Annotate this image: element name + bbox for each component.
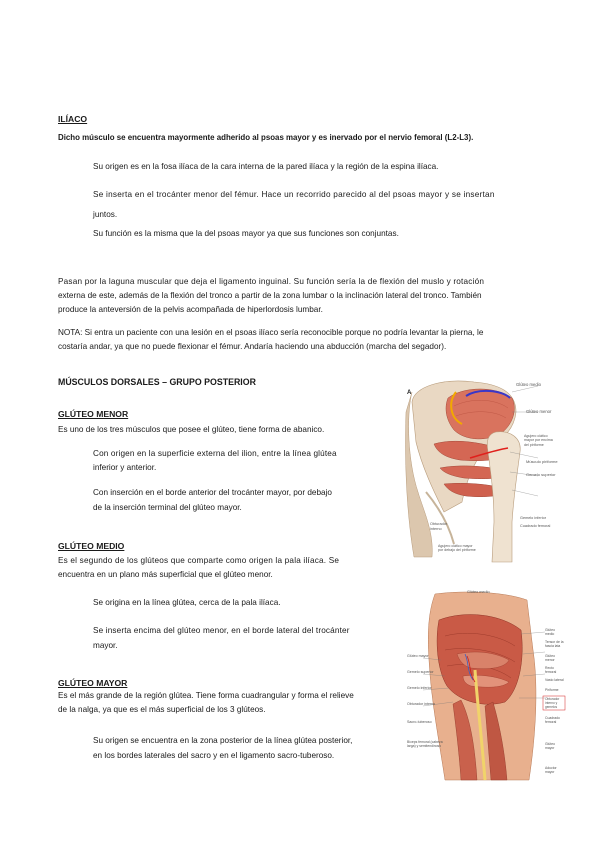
iliaco-para-line-1: Pasan por la laguna muscular que deja el ligamento inguinal. Su función sería la de flexión del muslo y rotación <box>58 277 485 286</box>
iliaco-intro: Dicho músculo se encuentra mayormente adherido al psoas mayor y es inervado por el nervio femoral (L2-L3). <box>58 133 474 142</box>
figure2-label-right-7: Obturador interno y gemelos <box>545 697 560 709</box>
figure2-label-top: Glúteo medio <box>467 590 490 594</box>
figure1-label-gemelo-superior: Gemelo superior <box>526 472 556 477</box>
gluteo-mayor-heading: GLÚTEO MAYOR <box>58 678 128 688</box>
figure1-label-gemelo-inferior: Gemelo inferior <box>520 516 546 520</box>
figure2-label-right-4: Recto femoral <box>545 666 557 675</box>
iliaco-item-origin: Su origen es en la fosa ilíaca de la cara interna de la pared ilíaca y la región de la espina ilíaca. <box>93 162 439 171</box>
figure2-label-right-9: Glúteo mayor <box>545 742 555 751</box>
gluteo-mayor-intro-1: Es el más grande de la región glútea. Tiene forma cuadrangular y forma el relieve <box>58 691 354 700</box>
figure2-label-right-3: Glúteo menor <box>545 654 555 663</box>
figure2-label-left-1: Glúteo mayor <box>407 654 429 658</box>
gluteo-medio-intro-2: encuentra en un plano más superficial que el glúteo menor. <box>58 570 273 579</box>
figure2-label-left-6: Bíceps femoral (cabeza larga) y semitendinoso <box>407 740 443 749</box>
figure2-label-right-5: Vasto lateral <box>545 678 564 682</box>
figure-deep-gluteal-illustration <box>404 372 554 562</box>
gluteo-medio-intro-1: Es el segundo de los glúteos que comparte como origen la pala ilíaca. Se <box>58 556 340 565</box>
gluteo-menor-item-1: Con origen en la superficie externa del ilion, entre la línea glútea <box>93 449 337 458</box>
gluteo-medio-item-2: Se inserta encima del glúteo menor, en el borde lateral del trocánter <box>93 626 350 635</box>
figure2-label-left-4: Obturador interno <box>407 702 436 706</box>
nota-line-1: NOTA: Si entra un paciente con una lesión en el psoas ilíaco sería reconocible porque no podría levantar la pierna, le <box>58 328 484 337</box>
figure2-label-right-10: Aductor mayor <box>545 766 557 775</box>
iliaco-item-function: Su función es la misma que la del psoas mayor ya que sus funciones son conjuntas. <box>93 229 399 238</box>
figure1-label-cuadrado-femoral: Cuadrado femoral <box>520 524 551 528</box>
iliaco-item-insertion: Se inserta en el trocánter menor del fémur. Hace un recorrido parecido al del psoas mayor y se insertan <box>93 190 495 199</box>
figure1-letter: A <box>407 390 412 396</box>
figure1-label-gluteo-medio: Glúteo medio <box>516 382 541 387</box>
iliaco-para-line-2: externa de este, además de la flexión del tronco a partir de la zona lumbar o la inclinación lateral del tronco. También <box>58 291 482 300</box>
gluteo-medio-item-1: Se origina en la línea glútea, cerca de la pala ilíaca. <box>93 598 281 607</box>
gluteo-menor-item-1-cont: inferior y anterior. <box>93 463 157 472</box>
figure1-label-agujero-superior: Agujero ciático mayor por encima del piriforme <box>524 434 553 447</box>
figure1-label-obturador-interno: Obturador interno <box>430 522 448 531</box>
dorsales-section-title: MÚSCULOS DORSALES – GRUPO POSTERIOR <box>58 377 256 387</box>
figure2-label-right-1: Glúteo medio <box>545 628 555 637</box>
iliaco-item-insertion-cont: juntos. <box>93 210 118 219</box>
gluteo-mayor-item-1-cont: en los bordes laterales del sacro y en el ligamento sacro-tuberoso. <box>93 751 335 760</box>
iliaco-para-line-3: produce la anteversión de la pelvis acompañada de hiperlordosis lumbar. <box>58 305 323 314</box>
gluteo-menor-intro: Es uno de los tres músculos que posee el glúteo, tiene forma de abanico. <box>58 425 325 434</box>
figure1-label-agujero-inferior: Agujero ciático mayor por debajo del piriforme <box>438 544 476 553</box>
iliaco-heading: ILÍACO <box>58 114 88 124</box>
gluteo-medio-heading: GLÚTEO MEDIO <box>58 541 125 551</box>
figure1-label-gluteo-menor: Glúteo menor <box>526 409 552 414</box>
gluteo-menor-item-2: Con inserción en el borde anterior del trocánter mayor, por debajo <box>93 488 332 497</box>
gluteo-mayor-item-1: Su origen se encuentra en la zona posterior de la línea glútea posterior, <box>93 736 353 745</box>
figure1-label-piriforme: Músculo piriforme <box>526 459 558 464</box>
figure-gluteal-region-illustration <box>405 590 565 780</box>
figure2-label-left-3: Gemelo inferior <box>407 686 432 690</box>
nota-line-2: costaría andar, ya que no puede flexionar el fémur. Andaría haciendo una abducción (marcha del segador). <box>58 342 447 351</box>
gluteo-menor-item-2-cont: de la inserción terminal del glúteo mayor. <box>93 503 242 512</box>
gluteo-menor-heading: GLÚTEO MENOR <box>58 409 129 419</box>
gluteo-medio-item-2-cont: mayor. <box>93 641 118 650</box>
figure2-label-left-2: Gemelo superior <box>407 670 434 674</box>
figure2-label-right-6: Piriforme <box>545 688 559 692</box>
gluteo-mayor-intro-2: de la nalga, ya que es el más superficial de los 3 glúteos. <box>58 705 266 714</box>
figure2-label-right-2: Tensor de la fascia lata <box>545 640 564 649</box>
figure2-label-right-8: Cuadrado femoral <box>545 716 560 725</box>
figure-gluteal-region <box>405 590 565 780</box>
figure2-label-left-5: Sacro-tuberoso <box>407 720 432 724</box>
figure-deep-gluteal-muscles <box>404 372 558 562</box>
